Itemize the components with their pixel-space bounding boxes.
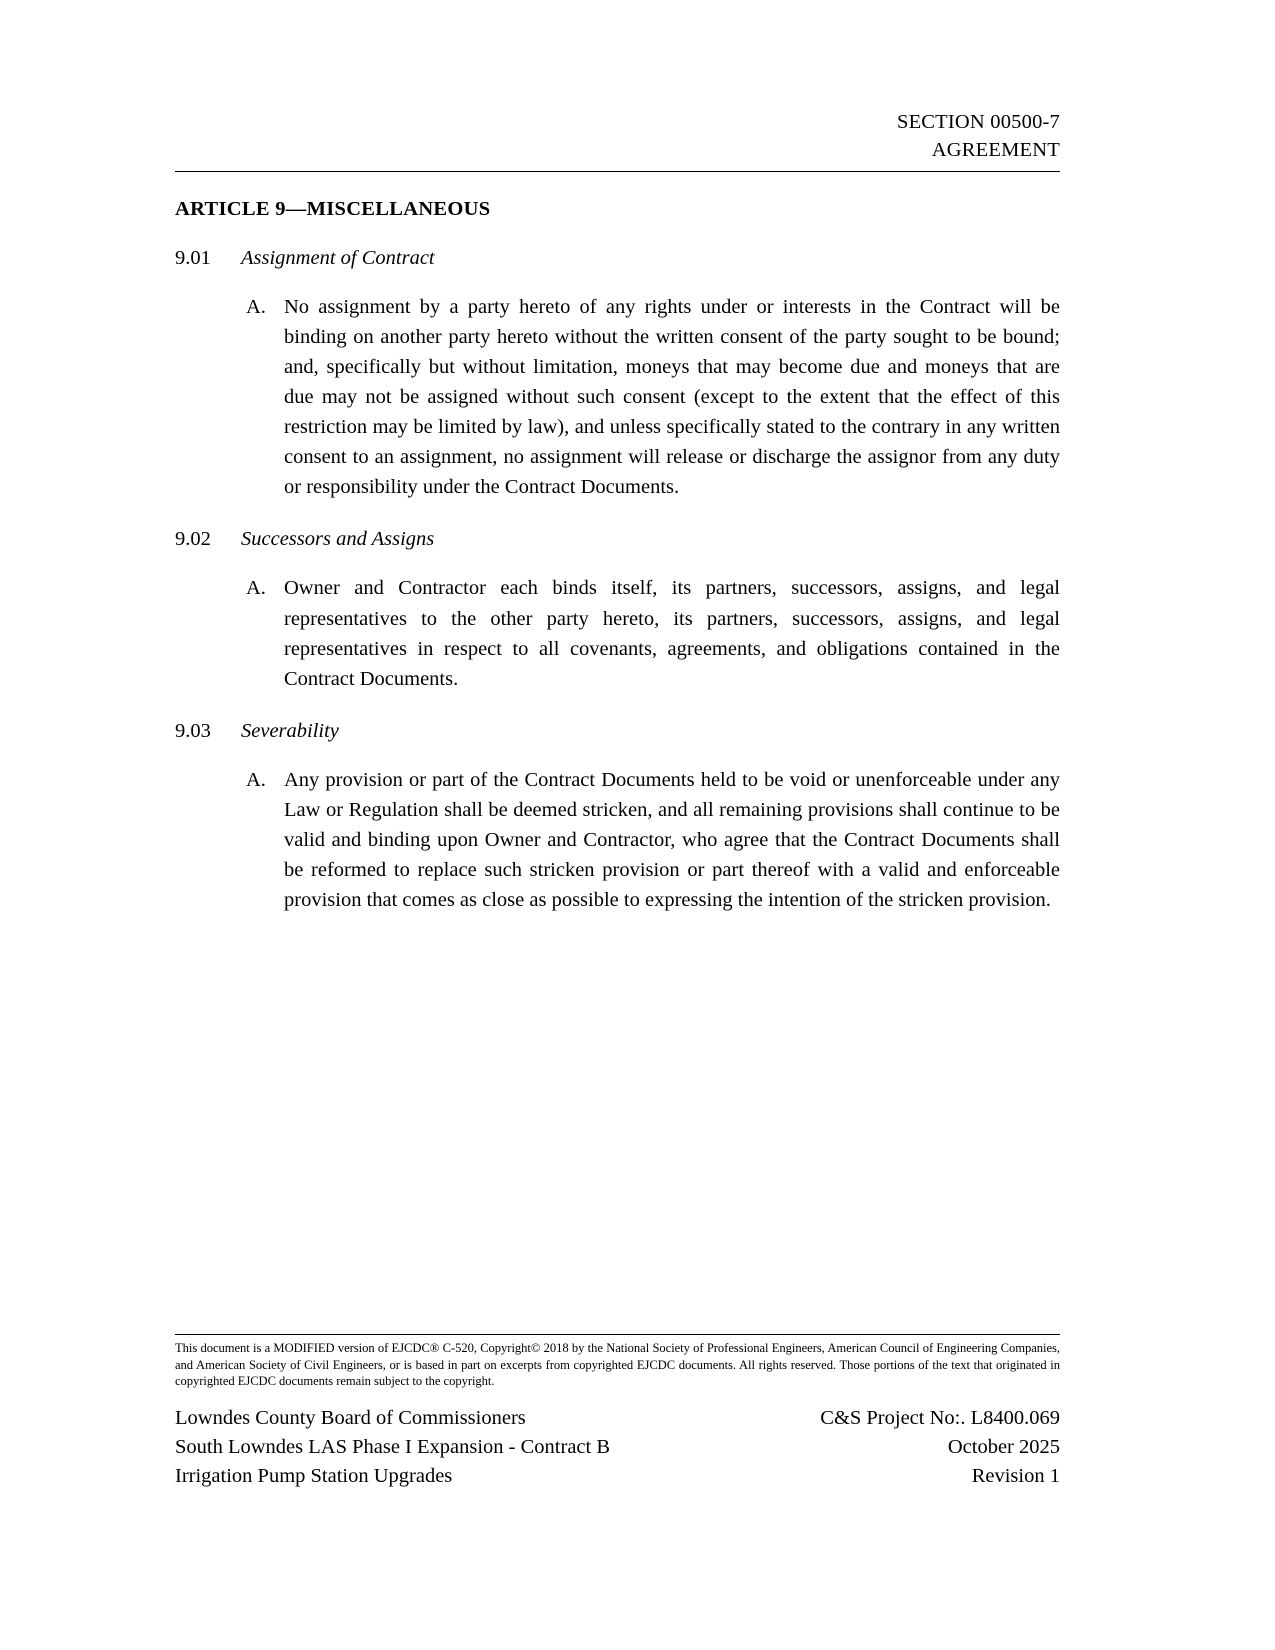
page-header [175, 0, 1060, 165]
paragraph-letter: A. [246, 295, 266, 318]
section-9-02 [175, 528, 1060, 694]
section-title: Severability [241, 719, 339, 742]
footer-project-name: South Lowndes LAS Phase I Expansion - Contract B [175, 1436, 611, 1459]
paragraph-text: Any provision or part of the Contract Documents held to be void or unenforceable under any Law or Regulation shall be deemed stricken, and all remaining provisions shall continue to be valid and binding upon Owner and Contractor, who agree that the Contract Documents shall be reformed to replace such stricken provision or part thereof with a valid and enforceable provision that comes as close as possible to expressing the intention of the stricken provision. [284, 768, 1060, 912]
section-header [175, 720, 1060, 743]
section-header [175, 247, 1060, 270]
copyright-disclaimer: This document is a MODIFIED version of EJCDC® C-520, Copyright© 2018 by the National Society of Professional Engineers, American Council of Engineering Companies, and American Society of Civil Engineers, or is based in part on excerpts from copyrighted EJCDC documents. All rights reserved. Those portions of the text that originated in copyrighted EJCDC documents remain subject to the copyright. [175, 1341, 1060, 1389]
header-divider [175, 171, 1060, 172]
footer-divider [175, 1334, 1060, 1335]
footer-project-info [175, 1404, 610, 1491]
footer-owner-name: Lowndes County Board of Commissioners [175, 1407, 526, 1430]
section-number: 9.02 [175, 528, 211, 551]
header-document-title: AGREEMENT [931, 139, 1060, 162]
section-9-01 [175, 247, 1060, 503]
section-title: Successors and Assigns [241, 528, 435, 551]
section-number: 9.03 [175, 719, 211, 742]
paragraph-text: Owner and Contractor each binds itself, its partners, successors, assigns, and legal representatives to the other party hereto, its partners, successors, assigns, and legal representatives in respect to all covenants, agreements, and obligations contained in the Contract Documents. [284, 577, 1060, 690]
footer-columns [175, 1404, 1060, 1491]
paragraph-letter: A. [246, 768, 266, 791]
footer-project-meta [820, 1404, 1060, 1491]
section-header [175, 528, 1060, 551]
paragraph-text: No assignment by a party hereto of any rights under or interests in the Contract will be binding on another party hereto without the written consent of the party sought to be bound; and, specifically but without limitation, moneys that may become due and moneys that are due may not be assigned without such consent (except to the extent that the effect of this restriction may be limited by law), and unless specifically stated to the contrary in any written consent to an assignment, no assignment will release or discharge the assignor from any duty or responsibility under the Contract Documents. [284, 295, 1060, 499]
paragraph [175, 573, 1060, 694]
article-heading: ARTICLE 9—MISCELLANEOUS [175, 197, 491, 220]
footer-date: October 2025 [947, 1436, 1060, 1459]
paragraph-letter: A. [246, 577, 266, 600]
footer-revision: Revision 1 [971, 1465, 1060, 1488]
footer-project-subtitle: Irrigation Pump Station Upgrades [175, 1465, 453, 1488]
page-footer [175, 1334, 1060, 1492]
page-content [175, 0, 1060, 916]
footer-project-number: C&S Project No:. L8400.069 [820, 1407, 1060, 1430]
section-number: 9.01 [175, 246, 211, 269]
section-9-03 [175, 720, 1060, 916]
paragraph [175, 292, 1060, 503]
section-title: Assignment of Contract [241, 246, 435, 269]
paragraph [175, 765, 1060, 916]
header-section-number: SECTION 00500-7 [896, 111, 1060, 133]
